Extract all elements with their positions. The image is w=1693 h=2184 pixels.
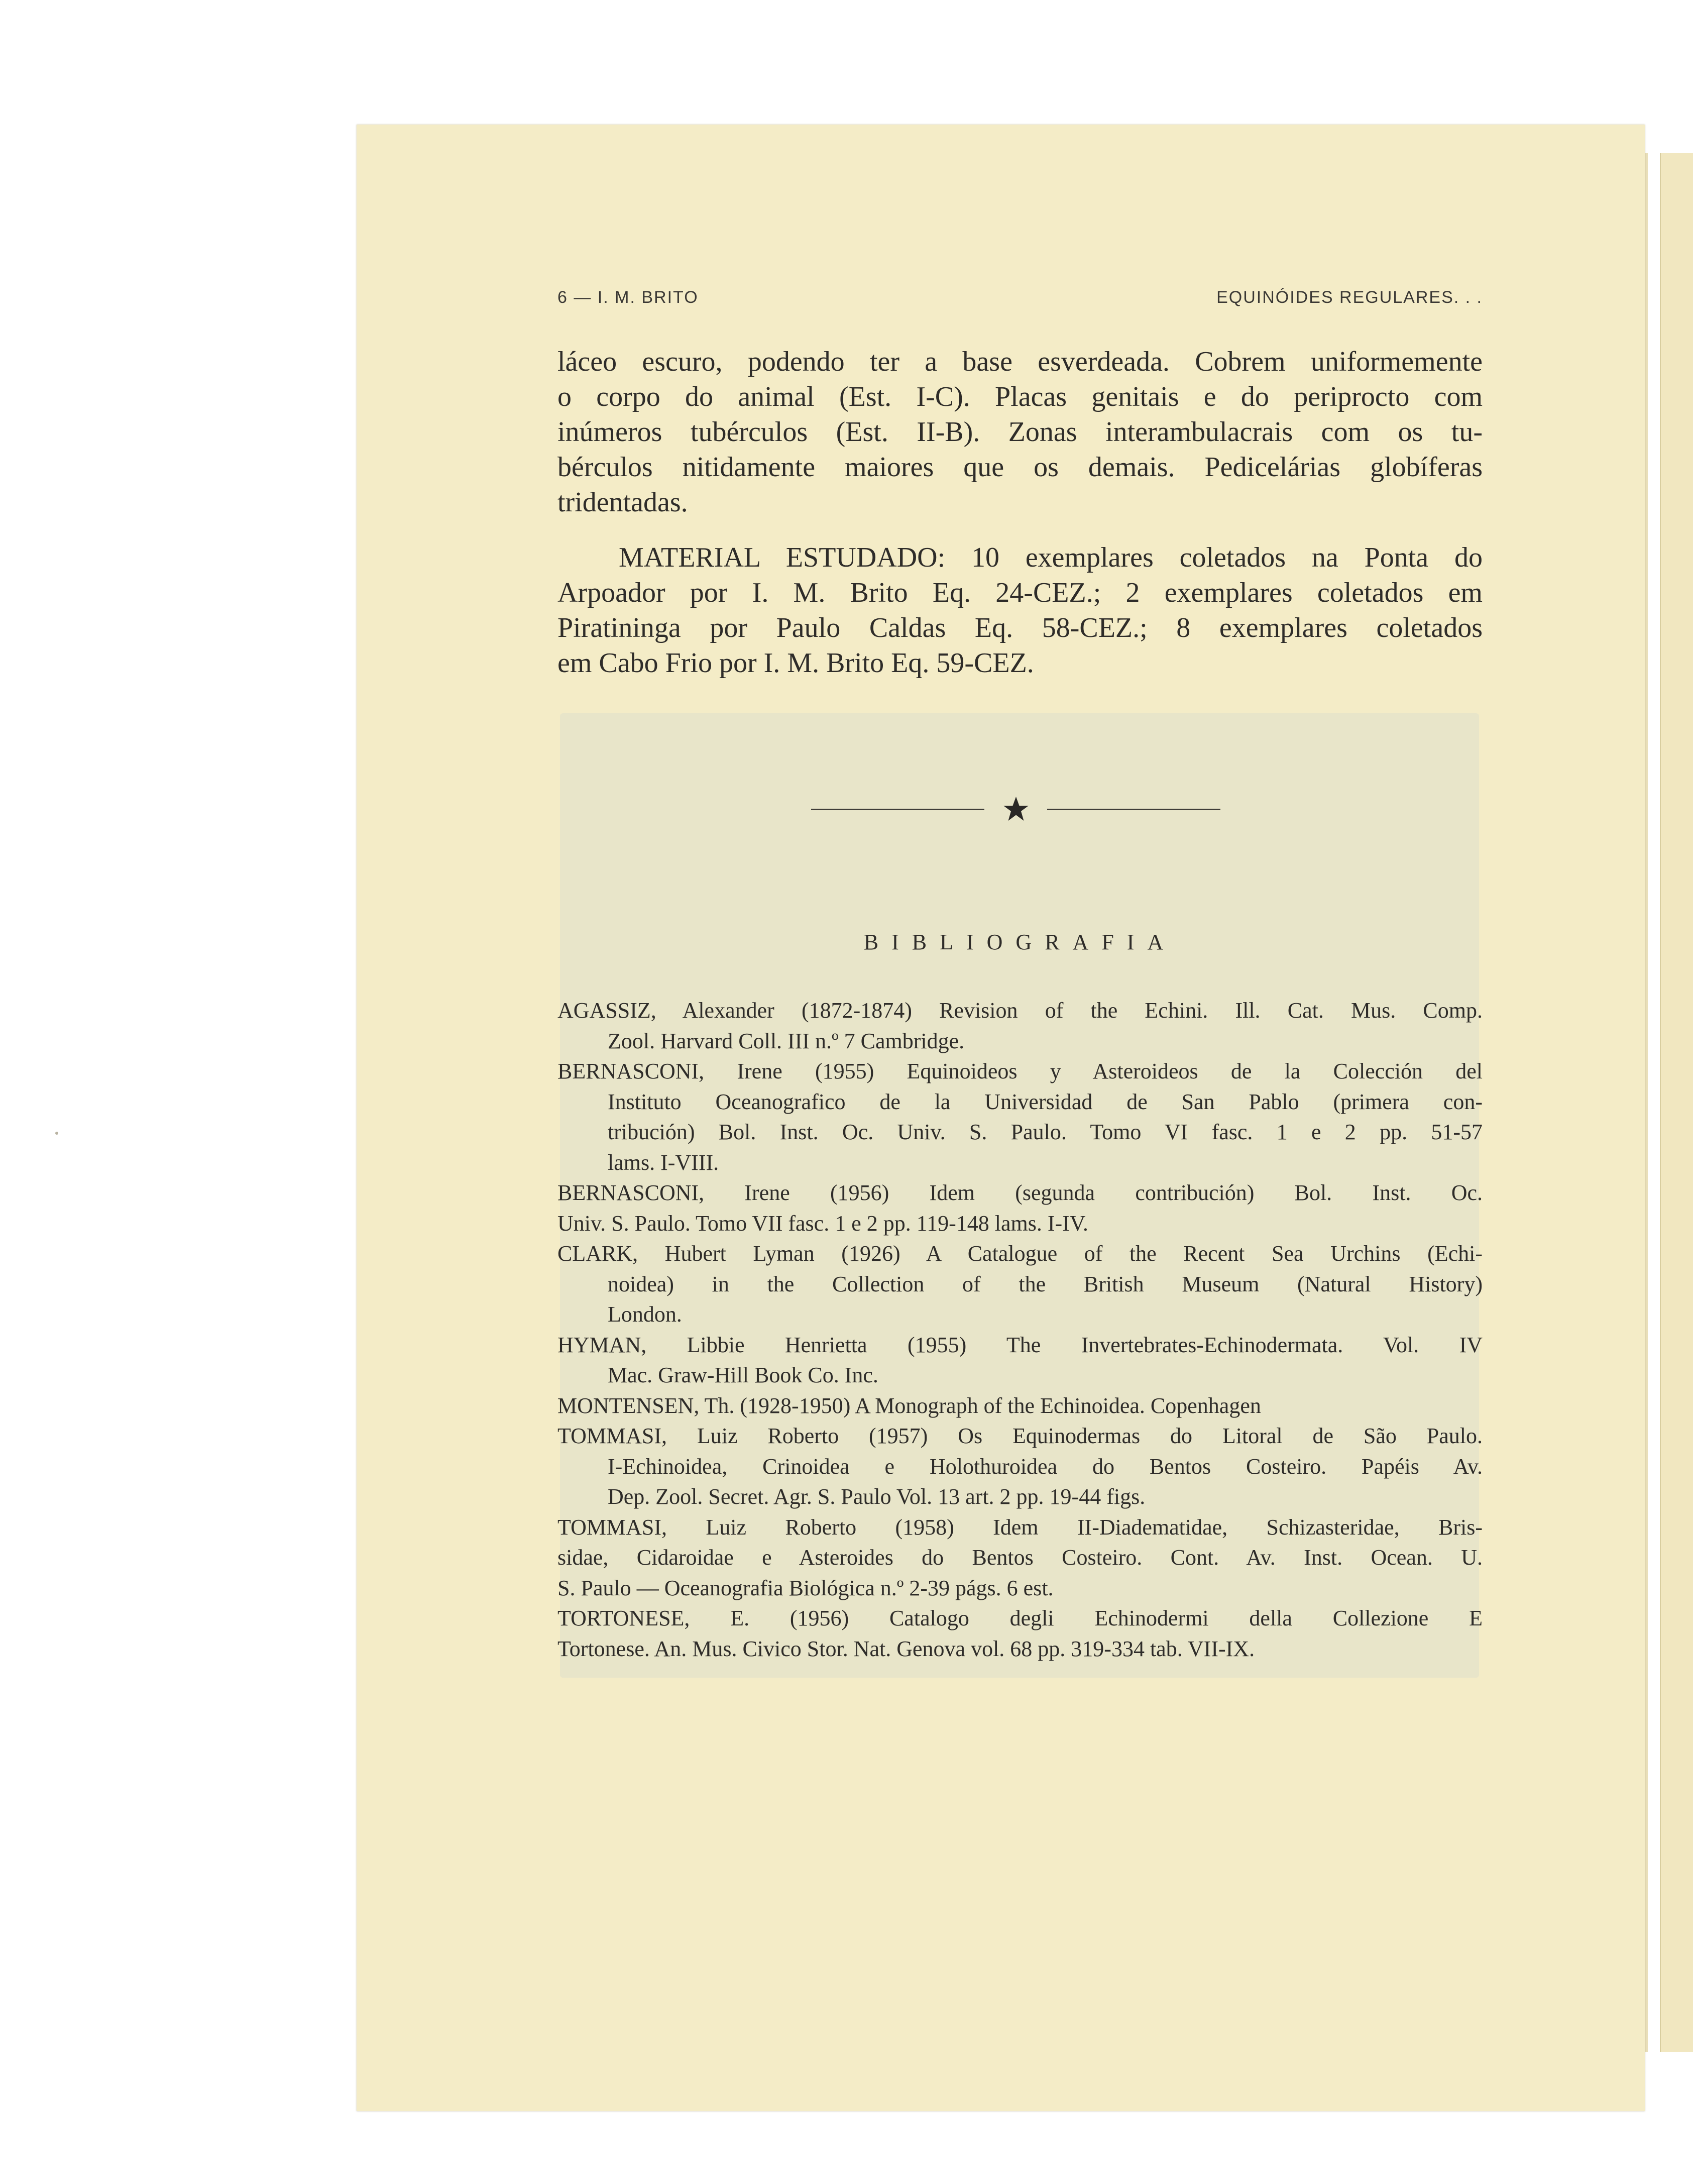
bibliography-entry — [557, 1421, 1483, 1512]
bibliography-line: TORTONESE, E. (1956) Catalogo degli Echinodermi della Collezione E — [557, 1606, 1483, 1630]
text-line: láceo escuro, podendo ter a base esverdeada. Cobrem uniformemente — [557, 346, 1483, 377]
bibliography-line: Mac. Graw-Hill Book Co. Inc. — [608, 1363, 878, 1387]
bibliography-line: tribución) Bol. Inst. Oc. Univ. S. Paulo. Tomo VI fasc. 1 e 2 pp. 51-57 — [608, 1120, 1483, 1144]
bibliography-line: BERNASCONI, Irene (1955) Equinoideos y Asteroideos de la Colección del — [557, 1059, 1483, 1083]
bibliography-entry — [557, 1178, 1483, 1239]
text-line: Arpoador por I. M. Brito Eq. 24-CEZ.; 2 exemplares coletados em — [557, 577, 1483, 608]
bibliography-line: noidea) in the Collection of the British Museum (Natural History) — [608, 1271, 1483, 1296]
text-line: Piratininga por Paulo Caldas Eq. 58-CEZ.; 8 exemplares coletados — [557, 612, 1483, 643]
bibliography-entry — [557, 1512, 1483, 1604]
section-divider — [811, 794, 1220, 824]
bibliography-line: I-Echinoidea, Crinoidea e Holothuroidea do Bentos Costeiro. Papéis Av. — [608, 1454, 1483, 1479]
body-text — [557, 344, 1483, 681]
description-paragraph — [557, 344, 1483, 520]
bibliography-line: Dep. Zool. Secret. Agr. S. Paulo Vol. 13 art. 2 pp. 19-44 figs. — [608, 1484, 1146, 1509]
bibliography-line: London. — [608, 1302, 682, 1327]
bibliography-line: HYMAN, Libbie Henrietta (1955) The Invertebrates-Echinodermata. Vol. IV — [557, 1332, 1483, 1357]
text-line: tridentadas. — [557, 487, 688, 518]
bibliography-line: TOMMASI, Luiz Roberto (1958) Idem II-Diadematidae, Schizasteridae, Bris- — [557, 1514, 1483, 1540]
bibliography-line: lams. I-VIII. — [608, 1150, 719, 1175]
text-line: o corpo do animal (Est. I-C). Placas genitais e do periprocto com — [557, 381, 1483, 412]
text-line: MATERIAL ESTUDADO: 10 exemplares coletados na Ponta do — [619, 542, 1483, 573]
bibliography-line: CLARK, Hubert Lyman (1926) A Catalogue of the Recent Sea Urchins (Echi- — [557, 1241, 1483, 1266]
scan-speck — [55, 1132, 58, 1135]
bibliography-entry — [557, 1056, 1483, 1178]
adjacent-page-edge — [1660, 153, 1693, 2052]
text-line: em Cabo Frio por I. M. Brito Eq. 59-CEZ. — [557, 647, 1034, 679]
bibliography-line: S. Paulo — Oceanografia Biológica n.º 2-39 págs. 6 est. — [557, 1575, 1054, 1600]
bibliography-entry — [557, 1239, 1483, 1330]
divider-line-left — [811, 809, 984, 810]
bibliography-entry — [557, 1391, 1483, 1422]
bibliography-entry — [557, 996, 1483, 1056]
header-short-title: EQUINÓIDES REGULARES. . . — [1216, 288, 1483, 307]
bibliography-entry — [557, 1330, 1483, 1391]
bibliography-line: Univ. S. Paulo. Tomo VII fasc. 1 e 2 pp. 119-148 lams. I-IV. — [557, 1211, 1088, 1236]
bibliography-line: Zool. Harvard Coll. III n.º 7 Cambridge. — [608, 1028, 965, 1053]
bibliography-list — [557, 996, 1483, 1664]
bibliography-line: sidae, Cidaroidae e Asteroides do Bentos Costeiro. Cont. Av. Inst. Ocean. U. — [557, 1545, 1483, 1570]
bibliography-line: Tortonese. An. Mus. Civico Stor. Nat. Genova vol. 68 pp. 319-334 tab. VII-IX. — [557, 1636, 1255, 1661]
header-page-author: 6 — I. M. BRITO — [557, 288, 699, 307]
star-icon — [1002, 796, 1030, 823]
bibliography-entry — [557, 1603, 1483, 1664]
text-line: inúmeros tubérculos (Est. II-B). Zonas interambulacrais com os tu- — [557, 416, 1483, 448]
bibliography-line: MONTENSEN, Th. (1928-1950) A Monograph of the Echinoidea. Copenhagen — [557, 1393, 1261, 1418]
bibliography-line: BERNASCONI, Irene (1956) Idem (segunda contribución) Bol. Inst. Oc. — [557, 1180, 1483, 1205]
bibliography-line: Instituto Oceanografico de la Universidad de San Pablo (primera con- — [608, 1089, 1483, 1114]
bibliography-line: AGASSIZ, Alexander (1872-1874) Revision of the Echini. Ill. Cat. Mus. Comp. — [557, 998, 1483, 1023]
text-line: bérculos nitidamente maiores que os demais. Pedicelárias globíferas — [557, 452, 1483, 483]
divider-line-right — [1047, 809, 1220, 810]
bibliography-heading: BIBLIOGRAFIA — [863, 930, 1177, 954]
bibliography-line: TOMMASI, Luiz Roberto (1957) Os Equinodermas do Litoral de São Paulo. — [557, 1424, 1483, 1448]
material-paragraph — [557, 540, 1483, 681]
